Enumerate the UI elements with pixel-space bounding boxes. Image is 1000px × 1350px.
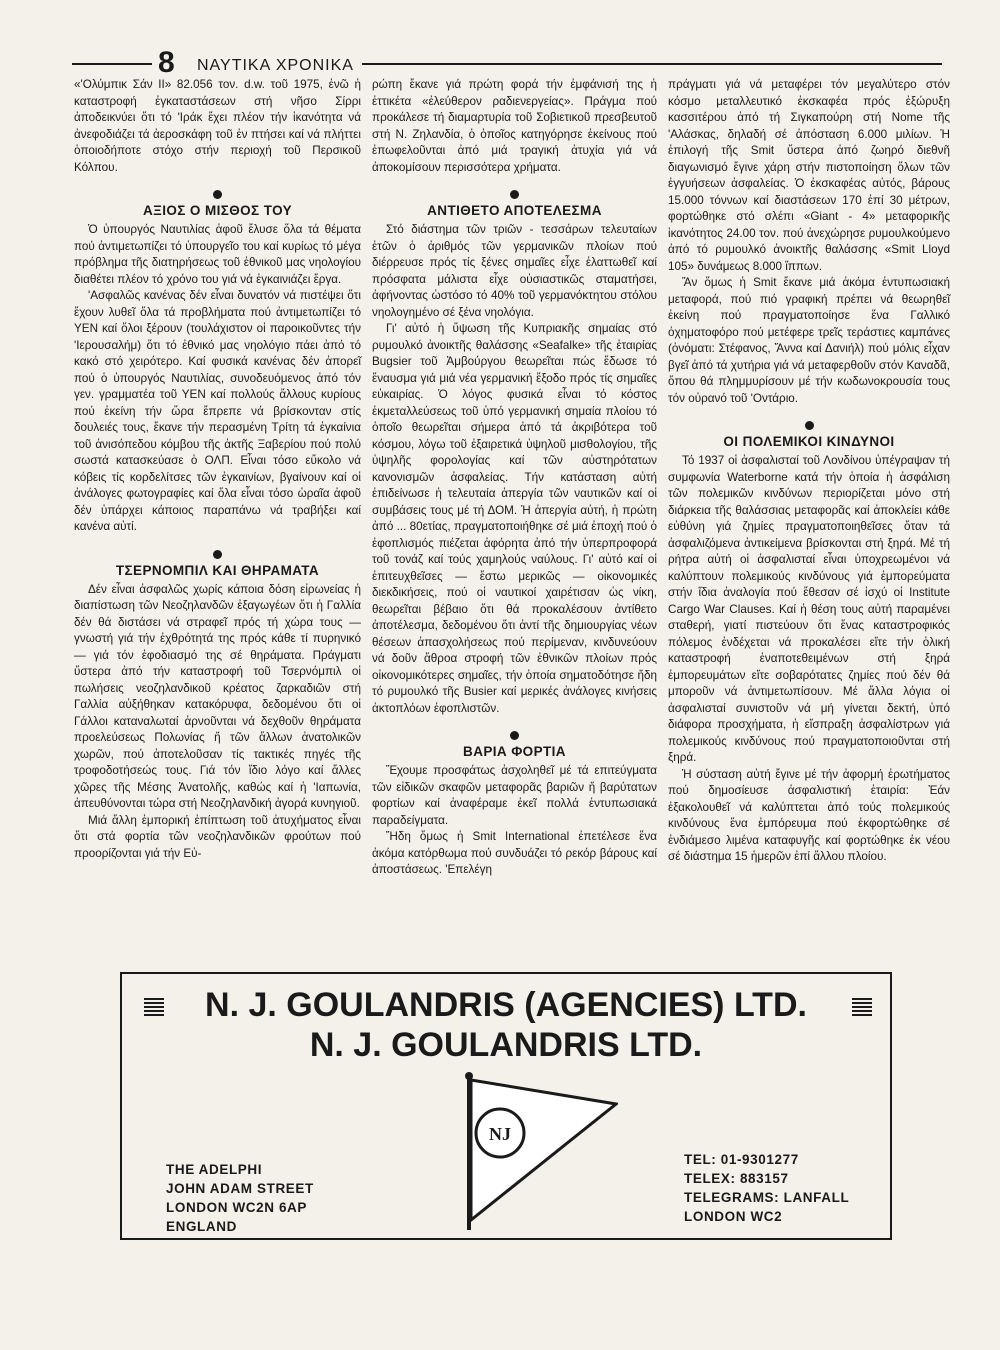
paragraph: Ἤδη ὅμως ἡ Smit International ἐπετέλεσε ἕνα ἀκόμα κατόρθωμα πού συνδυάζει τό ρεκόρ βάρους καί ἀποστάσεως. 'Επελέγη [372,830,657,876]
paragraph: Στό διάστημα τῶν τριῶν - τεσσάρων τελευταίων ἐτῶν ὁ ἀριθμός τῶν γερμανικῶν πλοίων πού διέρρευσε πρός τίς ξένες σημαῖες εἶχε ἐλαττωθεῖ καί πρόσφατα μάλιστα εἶχε οὐσιαστικῶς σταματήσει, ἀφήνοντας ὡστόσο τό 40% τοῦ γερμανόκτητου στόλου νηολογημένο σέ ξένα νηολόγια. [372,223,657,319]
section-heading: ΑΝΤΙΘΕΤΟ ΑΠΟΤΕΛΕΣΜΑ [427,203,602,218]
page-number: 8 [158,46,175,79]
section-heading: ΒΑΡΙΑ ΦΟΡΤΙΑ [463,744,566,759]
contact-line: LONDON WC2 [684,1209,783,1224]
paragraph: ρώπη ἔκανε γιά πρώτη φορά τήν ἐμφάνισή της ἡ ἐττικέτα «ἐλεύθερον ραδιενεργείας». Πράγμα πού προκάλεσε τή διαμαρτυρία τοῦ Σοβιετικοῦ πρεσβευτοῦ στή Ν. Ζηλανδία, ὁ ὁποῖος κατηγόρησε ἐκείνους πού ἐπωφελοῦνται ἀπό μιά τραγική ἀτυχία γιά νά ἀποκομίσουν περισσότερα χρήματα. [372,78,657,174]
section-heading: ΟΙ ΠΟΛΕΜΙΚΟΙ ΚΙΝΔΥΝΟΙ [723,434,895,449]
ad-company-name: N. J. GOULANDRIS (AGENCIES) LTD. [205,986,807,1024]
bullet-icon [805,421,814,430]
contact-line: TELEGRAMS: LANFALL [684,1190,850,1205]
address-line: JOHN ADAM STREET [166,1181,314,1196]
column-2 [372,77,657,879]
paragraph: Ἄν ὅμως ἡ Smit ἔκανε μιά ἀκόμα ἐντυπωσιακή μεταφορά, πού πιό γραφική πρέπει νά θεωρηθεῖ ἐκείνη πού πραγματοποίησε ἕνα Γαλλικό ὀχηματοφόρο πού μετέφερε τρεῖς τεράστιες καμπάνες (ὀνόματι: Στέφανος, Ἄννα καί Δανιήλ) πού μόλις εἶχαν βγεῖ ἀπό τά χυτήρια γιά νά μεταφερθοῦν στόν Καναδᾶ, ὅπου θά πλημμυρίσουν μέ τήν κωδωνοκρουσία τους τόν οὐρανό τοῦ 'Οντάριο. [668,276,950,405]
svg-text:NJ: NJ [489,1124,511,1144]
address-line: LONDON WC2N 6AP [166,1200,308,1215]
flag-logo-icon [448,1070,618,1230]
paragraph: Τό 1937 οἱ ἀσφαλισταί τοῦ Λονδίνου ὑπέγραψαν τή συμφωνία Waterborne κατά τήν ὁποία ἡ ἀσφάλιση τῶν πολεμικῶν κινδύνων περιορίζεται μόνο στή διάρκεια τῆς θαλάσσιας μεταφορᾶς καί ἀποκλείει κάθε εὐθύνη γιά ζημίες πραγματοποιηθεῖσες ὅταν τά ἀσφαλιζόμενα ἀντικείμενα βρίσκονται στή ξηρά. Μέ τή ρήτρα αὐτή οἱ ἀσφαλισταί εἶναι ὑποχρεωμένοι νά καλύπτουν πολεμικούς κινδύνους γιά ἐμπορεύματα στήν ἴδια ἀναλογία πού ἔθεσαν σέ ἰσχύ οἱ Institute Cargo War Clauses. Καί ἡ θέση τους αὐτή παραμένει σταθερή, γιατί πιστεύουν ὅτι ἕνας καταστροφικός πόλεμος ἐνδέχεται νά προκαλέσει εἴτε τήν ὁλική καταστροφή ἐναποτεθειμένων στή ξηρά ἐμπορευμάτων εἴτε σοβαρότατες ζημίες πού δέν θά μποροῦν νά ἀντιμετωπίσουν. Μέ ἄλλα λόγια οἱ ἀσφαλισταί συνιστοῦν νά μή γίνεται δεκτή, ὑπό διάφορα προσχήματα, ἡ εἴσπραξη ἀσφαλίστρων γιά πολεμικούς κινδύνους πού πραγματοποιοῦνται στή ξηρά. [668,454,950,764]
paragraph: «'Ολύμπικ Σάν ΙΙ» 82.056 τον. d.w. τοῦ 1975, ἐνῶ ἡ καταστροφή ἐγκαταστάσεων στή νῆσο Σίρρι ἀποδεικνύει ὅτι τό 'Ιράκ ἔχει πλέον τήν ἱκανότητα νά ἀνεφοδιάζει τά ἀεροσκάφη τοῦ ἐν πτήσει καί νά πλήττει ὁποιοδήποτε στόχο στήν περιοχή τοῦ Περσικοῦ Κόλπου. [74,78,361,174]
address-line: ENGLAND [166,1219,237,1234]
column-1 [74,77,361,862]
address-line: THE ADELPHI [166,1162,263,1177]
contact-line: TEL: 01-9301277 [684,1152,799,1167]
paragraph: Ὁ ὑπουργός Ναυτιλίας ἀφοῦ ἔλυσε ὅλα τά θέματα πού ἀντιμετωπίζει τό ὑπουργεῖο του καί κυρίως τό μέγα πρόβλημα τῆς διατηρήσεως τοῦ ἐθνικοῦ μας νηολογίου διαθέτει πλέον τό χρόνο του γιά νά ἐγκαινιάζει ἔργα. [74,223,361,286]
bullet-icon [510,731,519,740]
section-heading: ΑΞΙΟΣ Ο ΜΙΣΘΟΣ ΤΟΥ [142,203,293,218]
contact-line: TELEX: 883157 [684,1171,789,1186]
ad-contact [684,1150,849,1226]
paragraph: Ἡ σύσταση αὐτή ἔγινε μέ τήν ἀφορμή ἐρωτήματος πού δημοσίευσε ἀσφαλιστική ἑταιρία: Ἐάν ἐξακολουθεῖ νά καλύπτεται ἀπό τούς πολεμικούς κινδύνους ἕνα ἐμπόρευμα πού ἐκφορτώθηκε σέ ἐνδιάμεσο λιμένα καταφυγῆς καί φορτώθηκε ἐκ νέου σέ διάστημα 15 ἡμερῶν ἐπί ἄλλου πλοίου. [668,767,950,863]
bullet-icon [510,190,519,199]
advertisement [120,972,892,1240]
header-rule-left [72,63,152,65]
paragraph: 'Ασφαλῶς κανένας δέν εἶναι δυνατόν νά πιστέψει ὅτι ἔχουν λυθεῖ ὅλα τά προβλήματα πού ἀντιμετωπίζει τό ΥΕΝ καί ὅλοι ξέρουν (τουλάχιστον οἱ παροικοῦντες τήν 'Ιερουσαλήμ) ὅτι τό ἐθνικό μας νηολόγιο πάει ἀπό τό κακό στό χειρότερο. Καί φυσικά κανένας δέν ἀπορεῖ πού ὁ ὑπουργός Ναυτιλίας, συνοδευόμενος ἀπό τόν γεν. γραμματέα τοῦ ΥΕΝ καί πολλούς ἄλλους κυρίους πού ἐκείνη τήν ὥρα ἔπρεπε νά βρίσκονταν στίς δουλειές τους, ἔκανε τήν περασμένη Τρίτη τά ἐγκαίνια τοῦ ἀνισόπεδου κόμβου τῆς ἀκτῆς Ξαβερίου πού πολύ σωστά κατασκεύασε ὁ ΟΛΠ. Εἶναι τόσο εὔκολο νά κόβεις τίς κορδελίτσες τῶν ἐγκαινίων, βγαίνουν καί οἱ ἀνάλογες φωτογραφίες καί ὅλα εἶναι τόσο ὡραῖα ἀφοῦ δέν ὑπάρχει κάποιος παραπάνω νά τραβήξει καί κανένα αὐτί. [74,289,361,533]
paragraph: Δέν εἶναι ἀσφαλῶς χωρίς κάποια δόση εἰρωνείας ἡ διαπίστωση τῶν Νεοζηλανδῶν ἐξαγωγέων ὅτι ἡ Γαλλία δέν θά διστάσει νά στραφεῖ πρός τή χώρα τους — γνωστή γιά τήν ἐχθρότητά της πρός κάθε τί πυρηνικό — γιά τόν ἐφοδιασμό της σέ θηράματα. Πράγματι ὕστερα ἀπό τήν καταστροφή τοῦ Τσερνόμπιλ οἱ πωλήσεις νεοζηλανδικοῦ κρέατος ζαρκαδιῶν στή Γαλλία αὐξήθηκαν κατακόρυφα, δεδομένου ὅτι οἱ Γάλλοι καταναλωταί ἀρνοῦνται νά δεχθοῦν θηράματα προελεύσεως Πολωνίας ἤ τῶν ἄλλων ἀνατολικῶν χωρῶν, πού ἀποτελοῦσαν τίς τακτικές πηγές τῆς τροφοδοτήσεώς τους. Γιά τόν ἴδιο λόγο καί ἄλλες χῶρες τῆς Μέσης Ἀνατολῆς, καθώς καί ἡ 'Ιαπωνία, ἀπευθύνονται τώρα στή Νεοζηλανδική ἀγορά κυνηγιοῦ. [74,582,361,810]
column-3 [668,77,950,866]
paragraph: Γι' αὐτό ἡ ὕψωση τῆς Κυπριακῆς σημαίας στό ρυμουλκό ἀνοικτῆς θαλάσσης «Seafalke» τῆς ἑταιρίας Bugsier τοῦ Ἀμβούργου θεωρεῖται πώς ἔδωσε τό ἔναυσμα γιά μιά νέα γερμανική ἔξοδο πρός τίς σημαῖες εὐκαιρίας. Ὁ λόγος φυσικά εἶναι τό κόστος ἐκμεταλλεύσεως τοῦ ὑπό γερμανική σημαία πλοίου τό ὁποῖο θεωρεῖται σήμερα ἀπό τά ἀκριβότερα τοῦ κόσμου, λόγω τοῦ ἐξαιρετικά ὑψηλοῦ μισθολογίου, τῆς ὑψηλῆς φορολογίας καί τῶν αὐστηρότατων κανονισμῶν ἀσφαλείας. Τήν κατάσταση αὐτή ἐπιδείνωσε ἡ τελευταία ἀπεργία τῶν ναυτικῶν καί οἱ συμβάσεις τους μέ τή ΔΟΜ. Ἡ ἀπεργία αὐτή, ἡ πρώτη ἀπό ... 80ετίας, πραγματοποιήθηκε σέ μιά ἐποχή πού ὁ ἐφοπλισμός πιέζεται ἀφόρητα ἀπό τήν ὑπερπροφορά τοῦ τονάζ καί τούς χαμηλούς ναύλους. Γι' αὐτό καί οἱ ἐπιτευχθεῖσες — ἔστω μερικῶς — οἰκονομικές διεκδικήσεις, πού οἱ ναυτικοί χαιρέτισαν ὡς νίκη, θεωρεῖται βέβαιο ὅτι θά προκαλέσουν ἀντίθετο ἀποτέλεσμα, δεδομένου ὅτι ἀντί τῆς δημιουργίας νέων θέσεων ἀπασχολήσεως πού περίμεναν, κινδυνεύουν νά δοῦν ἄθροα στροφή τῶν ἐθνικῶν πλοίων πρός οἰκονομικότερες σημαῖες, τήν ὁποία σηματοδότησε ἤδη τό ρυμουλκό τῆς Busier καί μερικές ἀνάλογες κινήσεις ἀκτοπλόων ἐφοπλιστῶν. [372,322,657,715]
bullet-icon [213,550,222,559]
section-heading: ΤΣΕΡΝΟΜΠΙΛ ΚΑΙ ΘΗΡΑΜΑΤΑ [115,562,320,578]
ad-address [166,1160,314,1236]
bullet-icon [213,190,222,199]
paragraph: Μιά ἄλλη ἐμπορική ἐπίπτωση τοῦ ἀτυχήματος εἶναι ὅτι στά φορτία τῶν νεοζηλανδικῶν φρούτων πού προορίζονται γιά τήν Εὐ- [74,813,361,860]
header-rule-right [362,63,942,65]
publication-title: ΝΑΥΤΙΚΑ ΧΡΟΝΙΚΑ [197,57,354,74]
paragraph: Ἔχουμε προσφάτως ἀσχοληθεῖ μέ τά επιτεύγματα τῶν εἰδικῶν σκαφῶν μεταφορᾶς βαριῶν ἤ βαρύτατων φορτίων καί ἀναφέραμε ἐκεῖ πολλά ἐντυπωσιακά παραδείγματα. [372,764,657,827]
ad-company-name-2: N. J. GOULANDRIS LTD. [309,1026,703,1064]
paragraph: πράγματι γιά νά μεταφέρει τόν μεγαλύτερο στόν κόσμο μεταλλευτικό ἐκσκαφέα πρός ἐξώρυξη κασσιτέρου ἀπό τή Σιγκαπούρη στή Nome τῆς 'Αλάσκας, δηλαδή σέ ἀπόσταση 6.000 μιλίων. Ἡ ἐπιλογή τῆς Smit ὕστερα ἀπό ζωηρό διεθνῆ διαγωνισμό ἔγινε χάρη στήν πιστοποίηση ὅλων τῶν ἐγγυήσεων ἀσφαλείας. Ὁ ἐκσκαφέας αὐτός, βάρους 15.000 τόννων καί διαστάσεων 170 ἐπί 30 μέτρων, φορτώθηκε στό σλέπι «Giant - 4» μεταφορικῆς ἱκανότητος 24.00 τον. πού ἀνεχώρησε ρυμουλκούμενο ἀπό τό ρυμουλκό ἀνοικτῆς θαλάσσης «Smit Lloyd 105» δυνάμεως 8.000 ἵππων. [668,78,950,273]
